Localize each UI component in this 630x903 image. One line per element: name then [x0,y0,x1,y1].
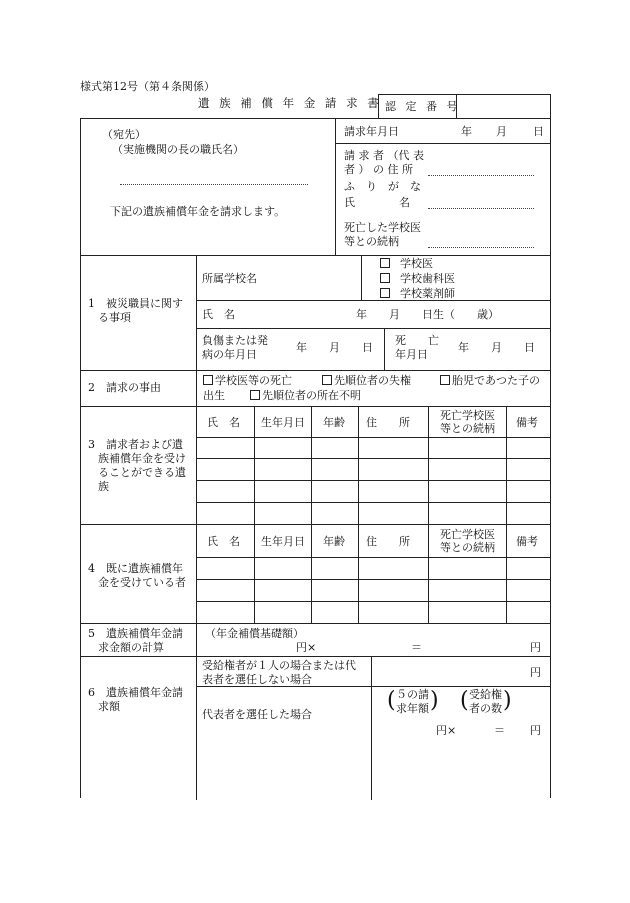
section2-label: 2 請求の事由 [88,381,161,394]
school-name-label: 所属学校名 [202,272,257,285]
reason-forfeit[interactable] [322,374,411,387]
request-statement: 下記の遺族補償年金を請求します。 [110,205,286,218]
s3-header-note: 備考 [516,416,538,429]
checkbox-icon[interactable] [322,375,332,385]
section1-label: 1 被災職員に関す [88,297,183,310]
reason-death[interactable] [203,374,292,387]
calc-count-label-2: 者の数 [469,702,502,715]
injury-date-label-2: 病の年月日 [202,348,257,361]
single-claimant-label-2: 表者を選任しない場合 [202,673,312,686]
representative-label: 代表者を選任した場合 [202,708,312,721]
s4-header-relation: 死亡学校医 [440,528,495,541]
form-title: 遺 族 補 償 年 金 請 求 書 [198,96,382,110]
section6-label-2: 求額 [98,700,120,713]
base-amount-label: （年金補償基礎額） [205,627,304,640]
calc-annual-label: ５の請 [396,688,429,701]
s6-yen: 円 [530,724,541,737]
calc-annual-label-2: 求年額 [396,702,429,715]
s4-header-relation-2: 等との続柄 [440,541,495,554]
section4-label-2: 金を受けている者 [98,576,186,589]
section3-label-3: ることができる遺 [98,466,186,479]
s5-yen-times: 円× [296,641,317,654]
option-label: 学校歯科医 [400,272,455,285]
request-date-year: 年 [461,125,472,138]
certification-number-label: 認 定 番 号 [385,100,461,113]
s4-header-address: 住 所 [366,535,410,548]
death-date-label: 死 亡 [395,334,439,347]
s3-header-relation: 死亡学校医 [440,409,495,422]
left-brace-icon: ( [460,688,469,713]
right-brace-icon: ) [503,688,512,713]
reason-label: 胎児であつた子の [452,374,540,387]
checkbox-icon[interactable] [203,375,213,385]
checkbox-icon[interactable] [380,258,390,268]
certification-number-field[interactable] [457,95,550,118]
claimant-address-field[interactable] [428,175,534,176]
reason-label: 先順位者の所在不明 [262,389,361,402]
reason-missing[interactable] [250,389,361,402]
s4-header-name: 氏 名 [207,535,240,548]
option-label: 学校薬剤師 [400,287,455,300]
section3-label-4: 族 [98,480,109,493]
right-brace-icon: ) [430,688,439,713]
addressee-label: （宛先） [102,128,146,141]
s6-single-yen: 円 [530,666,541,679]
calc-count-label: 受給権 [469,688,502,701]
reason-label: 学校医等の死亡 [215,374,292,387]
s5-yen: 円 [530,641,541,654]
addressee-sub-label: （実施機関の長の職氏名） [112,143,244,156]
death-date-value: 年 月 日 [458,341,535,354]
claimant-address-label: 請 求 者 （代 表 [344,149,424,162]
claimant-name-field[interactable] [428,208,534,209]
relation-label: 死亡した学校医 [344,221,421,234]
section3-label-2: 族補償年金を受け [98,452,186,465]
s6-yen-times: 円× [436,724,457,737]
form-number: 様式第12号（第４条関係） [80,80,215,93]
checkbox-icon[interactable] [380,288,390,298]
section1-label-2: る事項 [98,311,131,324]
s3-header-relation-2: 等との続柄 [440,422,495,435]
section6-label: 6 遺族補償年金請 [88,686,183,699]
option-school-pharmacist[interactable] [380,287,455,300]
checkbox-icon[interactable] [380,273,390,283]
section3-label: 3 請求者および遺 [88,438,183,451]
claimant-name-label: 氏 名 [344,196,410,209]
section5-label-2: 求金額の計算 [98,641,164,654]
s3-header-name: 氏 名 [207,416,240,429]
addressee-field[interactable] [120,184,308,185]
s4-header-note: 備考 [516,535,538,548]
left-brace-icon: ( [387,688,396,713]
checkbox-icon[interactable] [440,375,450,385]
furigana-label: ふ り が な [344,180,421,193]
single-claimant-label: 受給権者が１人の場合または代 [202,659,356,672]
option-school-dentist[interactable] [380,272,455,285]
section5-label: 5 遺族補償年金請 [88,627,183,640]
s3-header-birth: 生年月日 [261,416,305,429]
s5-equals: ＝ [411,641,422,654]
injury-date-label: 負傷または発 [202,334,268,347]
s6-equals: ＝ [494,724,505,737]
request-date-month: 月 [496,125,507,138]
reason-birth[interactable] [440,374,540,387]
s4-header-age: 年齢 [323,535,345,548]
checkbox-icon[interactable] [250,390,260,400]
reason-label: 先順位者の失権 [334,374,411,387]
s3-header-address: 住 所 [366,416,410,429]
option-label: 学校医 [400,257,433,270]
option-school-doctor[interactable] [380,257,433,270]
victim-birth-label: 年 月 日生（ 歳） [356,308,499,321]
relation-field[interactable] [428,247,534,248]
reason-birth-cont: 出生 [203,389,225,402]
s4-header-birth: 生年月日 [261,535,305,548]
request-date-day: 日 [533,125,544,138]
death-date-label-2: 年月日 [395,348,428,361]
victim-name-label: 氏 名 [202,308,235,321]
relation-label-2: 等との続柄 [344,235,399,248]
claimant-address-label-2: 者 ） の 住 所 [344,163,413,176]
section4-label: 4 既に遺族補償年 [88,562,183,575]
request-date-label: 請求年月日 [344,125,399,138]
s3-header-age: 年齢 [323,416,345,429]
injury-date-value: 年 月 日 [296,341,373,354]
